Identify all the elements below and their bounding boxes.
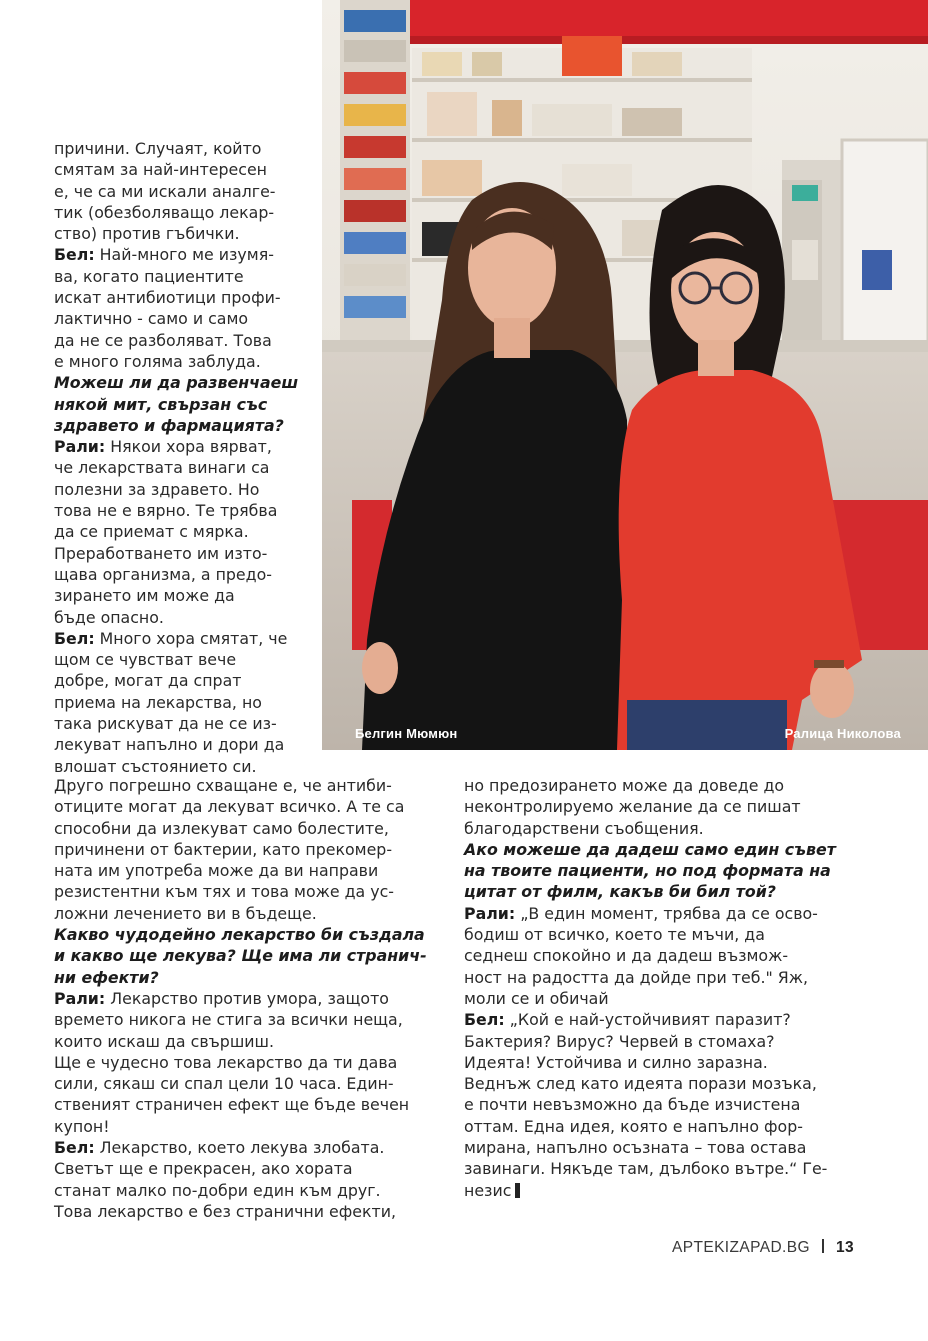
text-line: ственият страничен ефект ще бъде вечен (54, 1095, 410, 1115)
interview-answer (54, 1137, 444, 1222)
interview-answer (54, 628, 316, 777)
text-line: благодарствени съобщения. (464, 818, 704, 838)
text-line: е много голяма заблуда. (54, 351, 261, 371)
text-line: зирането им може да (54, 586, 235, 606)
text-line: приема на лекарства, но (54, 692, 262, 712)
speaker-name: Бел: (54, 245, 95, 265)
article-column-3 (464, 775, 854, 1201)
text-line: Светът ще е прекрасен, ако хората (54, 1159, 353, 1179)
article-column-2 (54, 775, 444, 1222)
text-line: причини. Случаят, който (54, 139, 262, 158)
speaker-name: Рали: (54, 437, 106, 457)
text-line: цитат от филм, какъв би бил той? (464, 882, 776, 902)
text-line (54, 1137, 444, 1158)
text-line: ност на радостта да дойде при теб." Яж, (464, 967, 808, 987)
text-line: бъде опасно. (54, 607, 164, 627)
text-line: ство) против гъбички. (54, 224, 240, 244)
text-line: здравето и фармацията? (54, 415, 284, 435)
text-line: лекуват напълно и дори да (54, 735, 285, 755)
photo-caption-left: Белгин Мюмюн (355, 726, 458, 741)
interview-question (464, 839, 854, 903)
text-line: е почти невъзможно да бъде изчистена (464, 1095, 801, 1115)
page-footer (672, 1239, 854, 1257)
text-line: на твоите пациенти, но под формата на (464, 861, 831, 881)
pharmacists-photo (322, 0, 928, 750)
text-line: да не се разболяват. Това (54, 330, 272, 350)
text-line: Друго погрешно схващане е, че антиби- (54, 776, 392, 795)
text-line: ложни лечението ви в бъдеще. (54, 903, 317, 923)
text-line: Бактерия? Вирус? Червей в стомаха? (464, 1031, 775, 1051)
text-line (464, 903, 854, 924)
text-line: купон! (54, 1116, 110, 1136)
interview-answer (464, 903, 854, 1009)
text-line: и какво ще лекува? Ще има ли странич- (54, 946, 427, 966)
text-line: Какво чудодейно лекарство би създала (54, 925, 425, 945)
text-line: мирана, напълно осъзната – това остава (464, 1138, 807, 1158)
text-line-content: „Кой е най-устойчивият паразит? (504, 1010, 791, 1030)
text-line: полезни за здравето. Но (54, 479, 260, 499)
text-line: незис (464, 1180, 854, 1201)
text-line: резистентни към тях и това може да ус- (54, 882, 394, 902)
text-line: лактично - само и само (54, 309, 249, 329)
text-line: тик (обезболяващо лекар- (54, 202, 275, 222)
text-line-content: Най-много ме изумя- (94, 245, 274, 265)
speaker-name: Рали: (54, 988, 106, 1008)
article-paragraph (54, 775, 444, 924)
text-line: седнеш спокойно и да дадеш възмож- (464, 946, 789, 966)
text-line: Ще е чудесно това лекарство да ти дава (54, 1052, 398, 1072)
speaker-name: Бел: (54, 628, 95, 648)
page-number: 13 (835, 1239, 854, 1256)
text-line (464, 1009, 854, 1030)
interview-answer (54, 244, 316, 372)
text-line: ната им употреба може да ви направи (54, 861, 379, 881)
text-line (54, 988, 444, 1009)
text-line: завинаги. Някъде там, дълбоко вътре.“ Ге- (464, 1159, 828, 1179)
text-line: добре, могат да спрат (54, 671, 242, 691)
text-line: ни ефекти? (54, 967, 159, 987)
text-line: да се приемат с мярка. (54, 522, 249, 542)
text-line: Идеята! Устойчива и силно заразна. (464, 1052, 768, 1072)
text-line: някой мит, свързан със (54, 394, 268, 414)
interview-answer (54, 436, 316, 628)
text-line: Веднъж след като идеята порази мозъка, (464, 1074, 817, 1094)
text-line: искат антибиотици профи- (54, 288, 281, 308)
text-line: влошат състоянието си. (54, 756, 257, 776)
text-line: моли се и обичай (464, 988, 609, 1008)
text-line: оттам. Една идея, която е напълно фор- (464, 1116, 803, 1136)
speaker-name: Бел: (54, 1138, 95, 1158)
text-line: щом се чувстват вече (54, 650, 237, 670)
text-line-content: „В един момент, трябва да се осво- (515, 903, 818, 923)
text-line: бодиш от всичко, което те мъчи, да (464, 925, 765, 945)
text-line (54, 244, 316, 265)
text-line-content: Много хора смятат, че (94, 628, 288, 648)
text-line: отиците могат да лекуват всичко. А те са (54, 797, 405, 817)
text-line: така рискуват да не се из- (54, 714, 277, 734)
text-line: сили, сякаш си спал цели 10 часа. Един- (54, 1074, 394, 1094)
text-line: които искаш да свършиш. (54, 1031, 275, 1051)
text-line: Можеш ли да развенчаеш (54, 373, 299, 393)
interview-question (54, 924, 444, 988)
text-line (54, 628, 316, 649)
text-line: неконтролируемо желание да се пишат (464, 797, 801, 817)
article-paragraph (464, 775, 854, 839)
text-line-content: Лекарство, което лекува злобата. (94, 1138, 385, 1158)
article-photo (322, 0, 928, 750)
footer-site: APTEKIZAPAD.BG (671, 1239, 810, 1256)
text-line: това не е вярно. Те трябва (54, 501, 278, 521)
text-line: но предозирането може да доведе до (464, 776, 785, 795)
text-line: ва, когато пациентите (54, 266, 244, 286)
photo-caption-right: Ралица Николова (784, 726, 901, 741)
article-end-mark (515, 1183, 520, 1198)
text-line: причинени от бактерии, като прекомер- (54, 839, 393, 859)
text-line: Преработването им изто- (54, 543, 268, 563)
article-column-1 (54, 138, 316, 777)
text-line (54, 436, 316, 457)
text-line: че лекарствата винаги са (54, 458, 270, 478)
text-line: Това лекарство е без странични ефекти, (54, 1201, 397, 1221)
text-line: способни да излекуват само болестите, (54, 818, 389, 838)
text-line: смятам за най-интересен (54, 160, 267, 180)
article-paragraph (54, 1052, 444, 1137)
interview-answer (54, 988, 444, 1052)
footer-separator (822, 1239, 824, 1253)
text-line: щава организма, а предо- (54, 564, 272, 584)
interview-question (54, 372, 316, 436)
text-line: Ако можеше да дадеш само един съвет (464, 839, 836, 859)
speaker-name: Бел: (464, 1010, 505, 1030)
interview-answer (464, 1009, 854, 1201)
text-line-content: Лекарство против умора, защото (105, 988, 389, 1008)
text-line-content: Някои хора вярват, (105, 437, 272, 457)
text-line: станат малко по-добри един към друг. (54, 1180, 381, 1200)
text-line: е, че са ми искали аналге- (54, 181, 276, 201)
article-paragraph (54, 138, 316, 244)
text-line: времето никога не стига за всички неща, (54, 1010, 403, 1030)
speaker-name: Рали: (464, 903, 516, 923)
